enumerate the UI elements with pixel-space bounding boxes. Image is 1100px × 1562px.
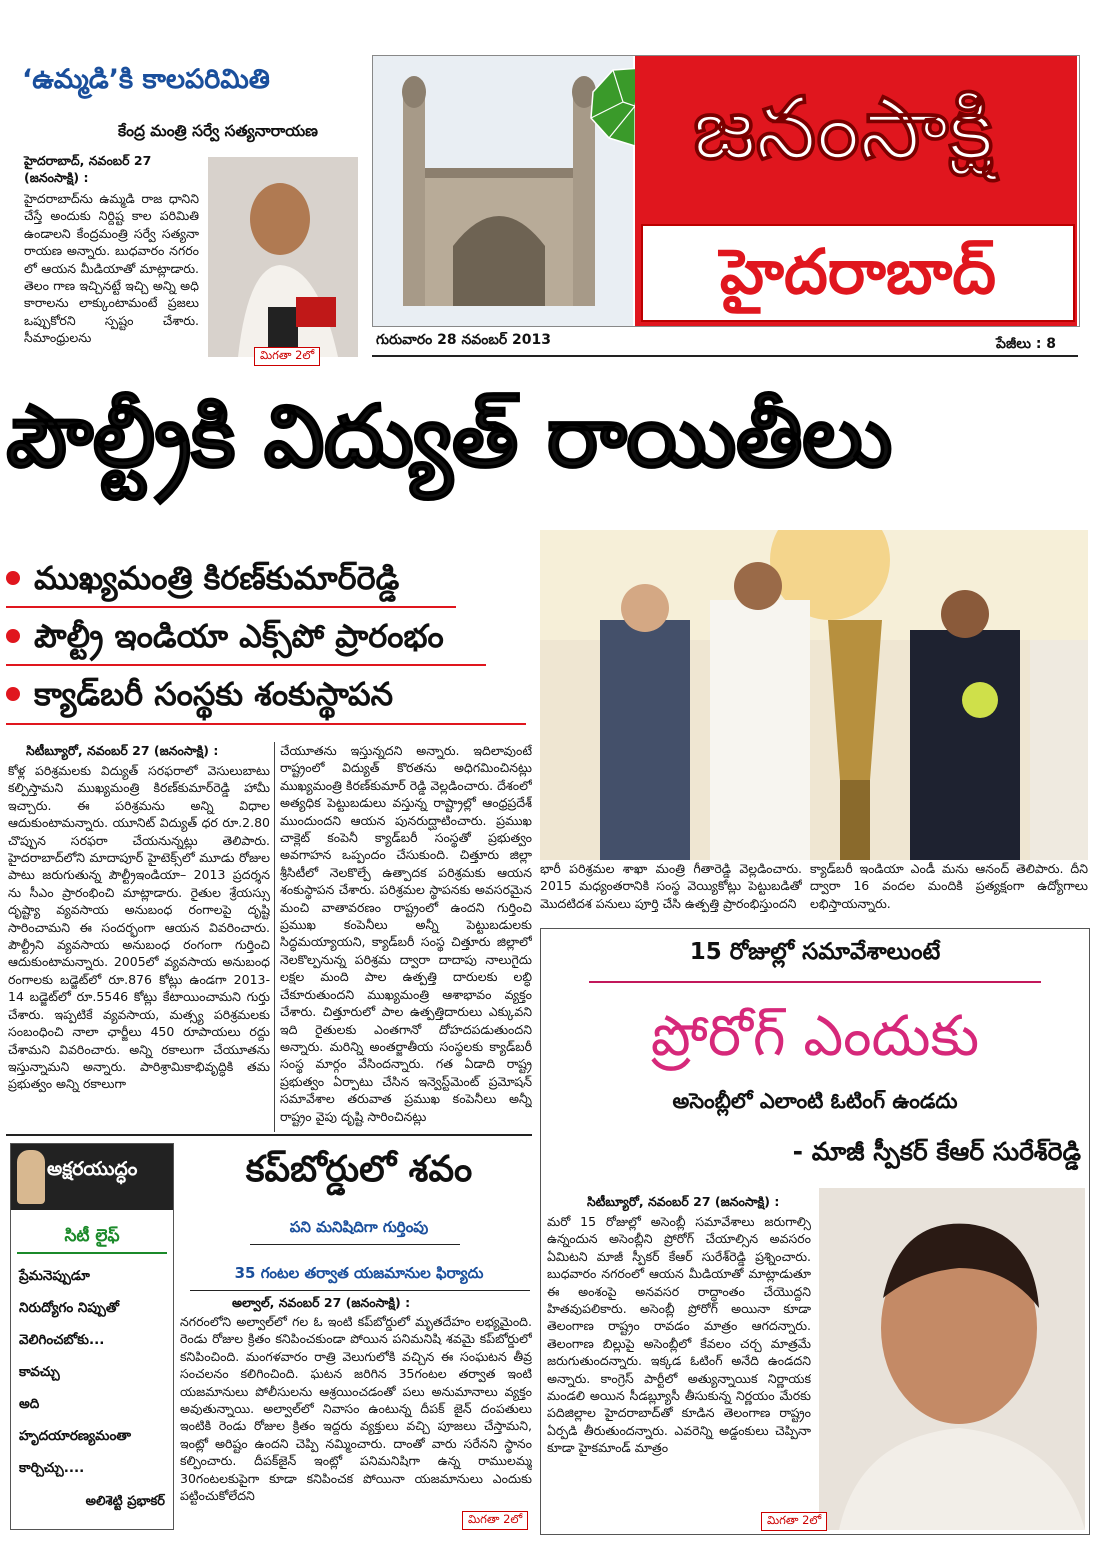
poem bbox=[19, 1260, 169, 1484]
column-title-rule bbox=[17, 1252, 167, 1254]
prorogue-body: మరో 15 రోజుల్లో అసెంబ్లీ సమావేశాలు జరుగాల్సి ఉన్నందున అసెంబ్లీని ప్రోరోగ్‌ చేయాల్సిన అవసరం ఏమిటని మాజీ స్పీకర్‌ కేఆర్‌ సురేశ్‌రెడ్డి ప్రశ్నించారు. బుధవారం నగరంలో ఆయన మీడియాతో మాట్లాడుతూ ఈ అంశంపై అనవసర రాద్ధాంతం చేయొద్దని హితవుపలికారు. అసెంబ్లీ ప్రోరోగ్‌ అయినా కూడా తెలంగాణ రాష్ట్రం రావడం మాత్రం ఆగదన్నారు. తెలంగాణ బిల్లుపై అసెంబ్లీలో కేవలం చర్చ మాత్రమే జరుగుతుందన్నారు. ఇక్కడ ఓటింగ్‌ అనేది ఉండదని అన్నారు. కాంగ్రెస్‌ పార్టీలో అత్యున్నాయిక నిర్ణాయక మండలి అయిన సీడబ్ల్యూసీ తీసుకున్న నిర్ణయం మేరకు పదిజిల్లాల హైదరాబాద్‌తో కూడిన తెలంగాణ రాష్ట్రం ఏర్పడి తీరుతుందన్నారు. ఎవరెన్ని అడ్డంకులు చెప్పినా కూడా హైకమాండ్‌ మాత్రం bbox=[547, 1214, 811, 1456]
poem-line: కార్చిచ్చు.... bbox=[19, 1460, 85, 1476]
body-dateline: అల్వాల్‌, నవంబర్‌ 27 (జనంసాక్షి) : bbox=[232, 1295, 411, 1310]
expo-photo bbox=[540, 530, 1088, 860]
speaker-portrait-icon bbox=[208, 157, 358, 357]
bullet-divider bbox=[6, 664, 486, 666]
masthead-rule bbox=[372, 355, 1078, 357]
kicker-rule bbox=[589, 981, 1041, 983]
lead-bullet-2: పౌల్ట్రీ ఇండియా ఎక్స్‌పో ప్రారంభం bbox=[6, 614, 444, 658]
lead-column-2: చేయూతను ఇస్తున్నదని అన్నారు. ఇదిలావుంటే రాష్ట్రంలో విద్యుత్‌ కొరతను అధిగమించినట్లు ముఖ్యమంత్రి కిరణ్‌కుమార్‌ రెడ్డి వెల్లడించారు. దేశంలో అత్యధిక పెట్టుబడులు వస్తున్న రాష్ట్రాల్లో ఆంధ్రప్రదేశ్‌ ముందుందని ఆయన పునరుద్ఘాటించారు. ప్రముఖ చాక్లెట్‌ కంపెనీ క్యాడ్‌బరీ సంస్థతో ప్రభుత్వం అవగాహన ఒప్పందం చేసుకుంది. చిత్తూరు జిల్లా శ్రీసిటీలో నెలకొల్పే ఉత్పాదక పరిశ్రమకు ఆయన శంకుస్థాపన చేశారు. పరిశ్రమల స్థాపనకు అవసరమైన మంచి వాతావరణం రాష్ట్రంలో ఉందని గుర్తించి ప్రముఖ కంపెనీలు అన్నీ పెట్టుబడులకు సిద్ధమయ్యాయని, క్యాడ్‌బరీ సంస్థ చిత్తూరు జిల్లాలో నెలకొల్పనున్న పరిశ్రమ ద్వారా దాదాపు నాలుగైదు లక్షల మంది పాల ఉత్పత్తి దారులకు లబ్ధి చేకూరుతుందని ముఖ్యమంత్రి ఆశాభావం వ్యక్తం చేశారు. చిత్తూరులో పాల ఉత్పత్తిదారులు ఎక్కువని ఇది రైతులకు ఎంతగానో దోహదపడుతుందని అన్నారు. మరిన్ని అంతర్జాతీయ సంస్థలకు క్యాడ్‌బరీ సంస్థ మార్గం వేసిందన్నారు. గత ఏడాది రాష్ట్ర ప్రభుత్వం ఏర్పాటు చేసిన ఇన్వెస్ట్‌మెంట్‌ ప్రమోషన్‌ సమావేశాల తరువాత ప్రముఖ కంపెనీలు అన్నీ రాష్ట్రం వైపు దృష్టి సారించినట్లు bbox=[280, 743, 532, 1124]
body-subhead-2: 35 గంటల తర్వాత యజమానుల ఫిర్యాదు bbox=[234, 1264, 484, 1282]
prorogue-headline: ప్రోరోగ్‌ ఎందుకు bbox=[650, 1004, 980, 1069]
poem-line: అది bbox=[19, 1396, 40, 1412]
brief-body-text: హైదరాబాద్‌ను ఉమ్మడి రాజ ధానిని చేస్తే అందుకు నిర్దిష్ట కాల పరిమితి ఉండాలని కేంద్రమంత్రి సర్వే సత్యనా రాయణ అన్నారు. బుధవారం నగరం లో ఆయన మీడియాతో మాట్లాడారు. తెలం గాణ ఇచ్చినట్టే ఇచ్చి అన్ని అధి కారాలను లాక్కుంటామంటే ప్రజలు ఒప్పుకోరని స్పష్టం చేశారు. సీమాంధ్రులను bbox=[24, 191, 199, 346]
masthead-city: హైదరాబాద్‌ bbox=[719, 235, 997, 308]
lamp-lighting-icon bbox=[540, 530, 1088, 860]
masthead-red-panel bbox=[635, 56, 1077, 326]
body-text: నగరంలోని అల్వాల్‌లో గల ఓ ఇంటి కప్‌బోర్డులో మృతదేహం లభ్యమైంది. రెండు రోజుల క్రితం కనిపించకుండా పోయిన పనిమనిషి శవమై కప్‌బోర్డులో కనిపించింది. మంగళవారం రాత్రి వెలుగులోకి వచ్చిన ఈ సంఘటన తీవ్ర సంచలనం కలిగించింది. ఘటన జరిగిన 35గంటల తర్వాత ఇంటి యజమానులు పోలీసులను ఆశ్రయించడంతో పలు అనుమానాలు వ్యక్తం అవుతున్నాయి. అల్వాల్‌లో నివాసం ఉంటున్న దీపక్‌ జైన్‌ దంపతులు ఇంటికి రెండు రోజుల క్రితం ఇద్దరు వ్యక్తులు వచ్చి పూజలు చేస్తామని, ఇంట్లో అరిష్టం ఉందని చెప్పి నమ్మించారు. దాంతో వారు సరేనని స్థానం కల్పించారు. దీపక్‌జైన్‌ ఇంట్లో పనిమనిషిగా ఉన్న రాములమ్మ 30గంటలకుపైగా కూడా కనిపించక పోయినా యజమానులు ఎందుకు పట్టించుకోలేదని bbox=[180, 1314, 532, 1504]
poem-line: వెలిగించబోకు... bbox=[19, 1332, 105, 1348]
prorogue-kicker: 15 రోజుల్లో సమావేశాలుంటే bbox=[689, 939, 941, 965]
column-title: సిటీ లైఫ్‌ bbox=[64, 1226, 120, 1246]
body-more[interactable]: మిగతా 2లో bbox=[462, 1508, 528, 1530]
poem-line: ప్రేమనెప్పుడూ bbox=[19, 1268, 90, 1284]
poem-line: నిరుద్యోగం నిప్పుతో bbox=[19, 1300, 120, 1316]
masthead bbox=[372, 55, 1080, 327]
bullet-dot-icon bbox=[6, 687, 20, 701]
prorogue-box bbox=[540, 928, 1090, 1535]
section-rule bbox=[6, 1134, 532, 1136]
subhead-rule bbox=[190, 1290, 530, 1291]
lead-bullet-3: క్యాడ్‌బరీ సంస్థకు శంకుస్థాపన bbox=[6, 672, 393, 716]
lead-column-3: భారీ పరిశ్రమల శాఖా మంత్రి గీతారెడ్డి వెల్లడించారు. 2015 మధ్యంతరానికి సంస్థ వెయ్యికోట్లు పెట్టుబడితో మొదటిదశ పనులు పూర్తి చేసి ఉత్పత్తి ప్రారంభిస్తుందని bbox=[540, 861, 802, 911]
brief-more[interactable]: మిగతా 2లో bbox=[254, 344, 320, 366]
prorogue-more[interactable]: మిగతా 2లో bbox=[761, 1509, 827, 1531]
masthead-city-box bbox=[641, 224, 1075, 322]
brief-body-top bbox=[24, 190, 199, 354]
lead-bullet-1: ముఖ్యమంత్రి కిరణ్‌కుమార్‌రెడ్డి bbox=[6, 556, 399, 600]
masthead-title: జనంసాక్షి bbox=[693, 79, 994, 179]
poet-icon bbox=[17, 1150, 45, 1204]
brief-subhead: కేంద్ర మంత్రి సర్వే సత్యనారాయణ bbox=[118, 122, 318, 140]
poem-line: హృదయారణ్యమంతా bbox=[19, 1428, 132, 1444]
prorogue-subhead: అసెంబ్లీలో ఎలాంటి ఓటింగ్‌ ఉండదు bbox=[672, 1089, 958, 1113]
prorogue-attribution: - మాజీ స్పీకర్‌ కేఆర్‌ సురేశ్‌రెడ్డి bbox=[792, 1137, 1081, 1166]
masthead-pages: పేజీలు : 8 bbox=[996, 336, 1057, 352]
column-box bbox=[10, 1143, 174, 1530]
column-divider bbox=[274, 742, 275, 1132]
poem-author: అలిశెట్టి ప్రభాకర్‌ bbox=[85, 1494, 165, 1509]
bullet-dot-icon bbox=[6, 629, 20, 643]
bullet-divider bbox=[6, 606, 456, 608]
lead-column-4: క్యాడ్‌బరీ ఇండియా ఎండీ మను ఆనంద్‌ తెలిపారు. దీని ద్వారా 16 వందల మందికి ప్రత్యక్షంగా ఉద్యోగాలు లభిస్తాయన్నారు. bbox=[810, 861, 1088, 911]
prorogue-dateline: సిటీబ్యూరో, నవంబర్‌ 27 (జనంసాక్షి) : bbox=[587, 1194, 780, 1209]
portrait-icon bbox=[819, 1188, 1085, 1530]
lead-column-1: కోళ్ల పరిశ్రమలకు విద్యుత్‌ సరఫరాలో వెసులుబాటు కల్పిస్తామని ముఖ్యమంత్రి కిరణ్‌కుమార్‌రెడ్డి హామీ ఇచ్చారు. ఈ పరిశ్రమను అన్ని విధాల ఆదుకుంటామన్నారు. యూనిట్‌ విద్యుత్‌ ధర రూ.2.80 చొప్పున సరఫరా చేయనున్నట్లు తెలిపారు. హైదరాబాద్‌లోని మాదాపూర్‌ హైటెక్స్‌లో మూడు రోజుల పాటు జరుగుతున్న పౌల్ట్రీఇండియా– 2013 ప్రదర్శన ను సీఎం ప్రారంభించి మాట్లాడారు. రైతుల శ్రేయస్సు దృష్ట్యా వ్యవసాయ అనుబంధ రంగాలపై దృష్టి సారించామని ఈ సందర్భంగా ఆయన వివరించారు. పౌల్ట్రీని వ్యవసాయ అనుబంధ రంగంగా గుర్తించి ఆదుకుంటామన్నారు. 2005లో వ్యవసాయ అనుబంధ రంగాలకు బడ్జెట్‌లో రూ.876 కోట్లు ఉండగా 2013-14 బడ్జెట్‌లో రూ.5546 కోట్లు కేటాయించామని గుర్తు చేశారు. ఇప్పటికే వ్యవసాయ, మత్స్య పరిశ్రమలకు సంబంధించి నాలా ఛార్జీలు 450 రూపాయలు రద్దు చేశామని వివరించారు. అన్ని రకాలుగా చేయూతను ఇస్తున్నామని అన్నారు. పారిశ్రామికాభివృద్ధికి తమ ప్రభుత్వం అన్ని రకాలుగా bbox=[8, 763, 270, 1092]
lead-dateline: సిటీబ్యూరో, నవంబర్‌ 27 (జనంసాక్షి) : bbox=[26, 743, 219, 758]
lead-headline: పౌల్ట్రీకి విద్యుత్‌ రాయితీలు bbox=[6, 387, 892, 487]
bullet-dot-icon bbox=[6, 571, 20, 585]
masthead-date: గురువారం 28 నవంబర్‌ 2013 bbox=[376, 332, 551, 348]
poem-line: కావచ్చు bbox=[19, 1364, 60, 1380]
column-logo: అక్షరయుద్ధం bbox=[11, 1144, 173, 1210]
brief-headline: ‘ఉమ్మడి’కి కాలపరిమితి bbox=[22, 64, 270, 95]
minister-photo bbox=[208, 157, 358, 357]
body-headline: కప్‌బోర్డులో శవం bbox=[245, 1149, 473, 1190]
suresh-reddy-photo bbox=[819, 1188, 1085, 1530]
bullet-divider bbox=[6, 723, 526, 725]
brief-dateline: హైదరాబాద్‌, నవంబర్‌ 27 (జనంసాక్షి) : bbox=[24, 153, 152, 185]
subhead-rule bbox=[250, 1244, 460, 1245]
body-subhead-1: పని మనిషిదిగా గుర్తింపు bbox=[289, 1218, 429, 1236]
